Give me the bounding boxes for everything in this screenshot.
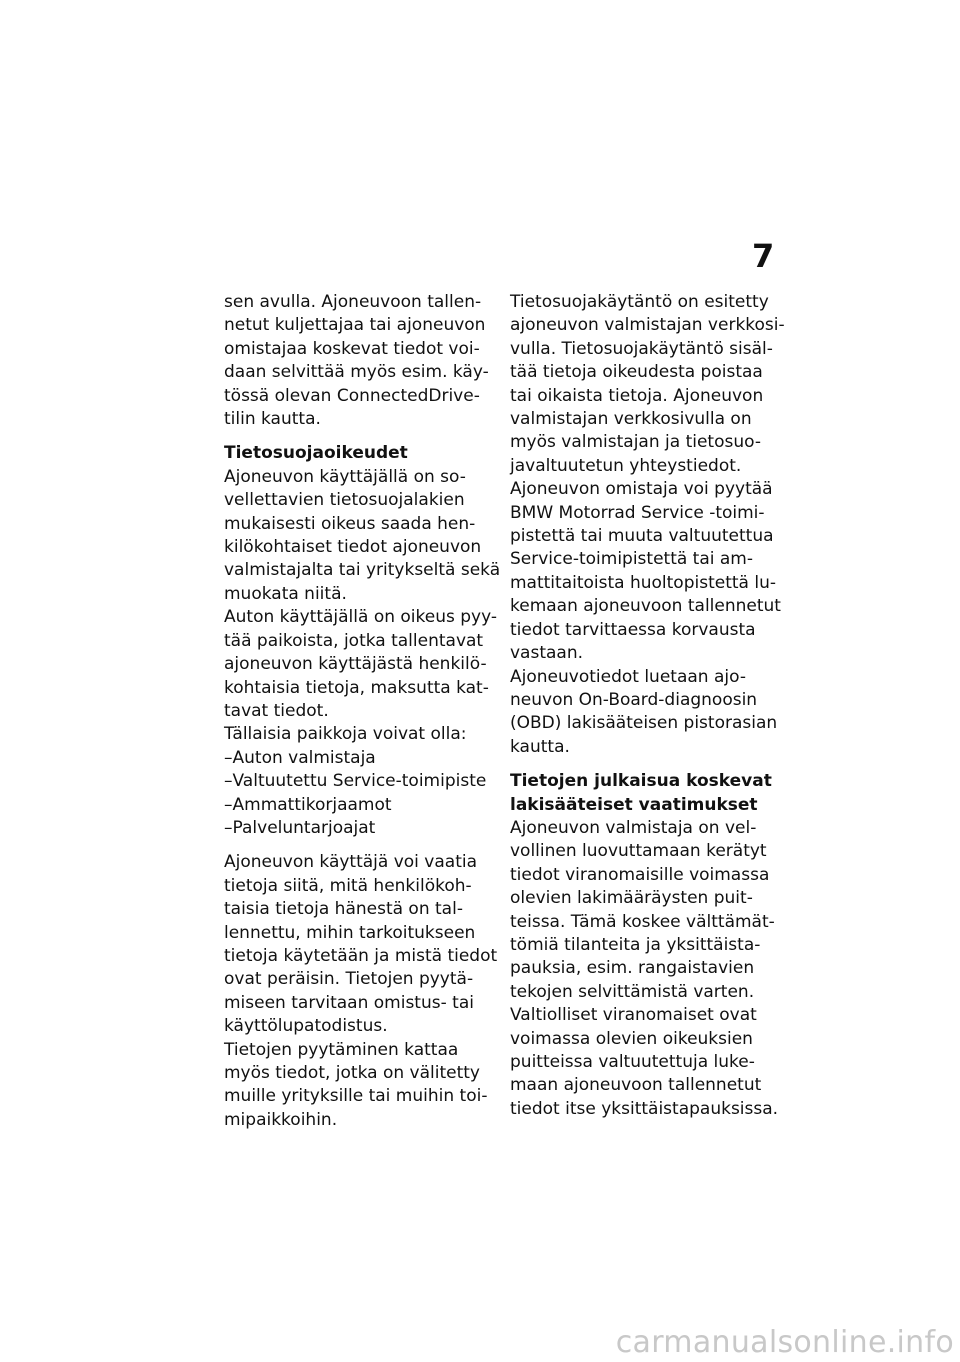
text-line: Tietojen julkaisua koskevat (510, 771, 772, 792)
text-line: valmistajalta tai yritykseltä sekä (224, 560, 501, 581)
text-line: muokata niitä. (224, 583, 347, 604)
text-line: tää tietoja oikeudesta poistaa (510, 362, 763, 383)
text-line: neuvon On-Board-diagnoosin (510, 689, 758, 710)
text-line: olevien lakimääräysten puit- (510, 888, 753, 909)
text-line: taisia tietoja hänestä on tal- (224, 899, 463, 920)
section-heading (224, 442, 492, 465)
text-line: tilin kautta. (224, 409, 321, 430)
text-line: tää paikoista, jotka tallentavat (224, 630, 484, 651)
left-text-column (224, 291, 501, 1132)
text-line: ajoneuvon käyttäjästä henkilö- (224, 654, 487, 675)
text-line: voimassa olevien oikeuksien (510, 1028, 753, 1049)
text-line: miseen tarvitaan omistus- tai (224, 992, 474, 1013)
text-line: tietoja siitä, mitä henkilökoh- (224, 875, 472, 896)
text-line: BMW Motorrad Service -toimi- (510, 502, 765, 523)
right-text-column (510, 291, 785, 1121)
text-line: kilökohtaiset tiedot ajoneuvon (224, 537, 482, 558)
text-line: Tietosuojakäytäntö on esitetty (510, 292, 769, 312)
text-paragraph (224, 291, 492, 431)
section-heading (510, 770, 778, 817)
text-line: pauksia, esim. rangaistavien (510, 958, 755, 979)
text-line: kemaan ajoneuvoon tallennetut (510, 596, 781, 617)
text-paragraph (224, 606, 498, 723)
text-line: mattitaitoista huoltopistettä lu- (510, 572, 776, 593)
text-line: sen avulla. Ajoneuvoon tallen- (224, 292, 482, 312)
text-line: kautta. (510, 736, 570, 757)
text-paragraph (510, 291, 785, 478)
text-line: Valtiolliset viranomaiset ovat (510, 1005, 757, 1026)
text-paragraph (224, 466, 501, 606)
text-line: käyttölupatodistus. (224, 1016, 388, 1037)
text-line: ovat peräisin. Tietojen pyytä- (224, 969, 474, 990)
text-line: valmistajan verkkosivulla on (510, 409, 752, 430)
text-paragraph (510, 1004, 778, 1121)
text-line: Ajoneuvon käyttäjä voi vaatia (224, 852, 478, 873)
text-line: Tietosuojaoikeudet (224, 443, 408, 464)
text-line: Ajoneuvon omistaja voi pyytää (510, 479, 773, 500)
text-line: tiedot viranomaisille voimassa (510, 864, 770, 885)
text-line: tömiä tilanteita ja yksittäista- (510, 934, 761, 955)
page-number: 7 (752, 237, 775, 275)
text-line: mipaikkoihin. (224, 1109, 338, 1130)
text-line: vellettavien tietosuojalakien (224, 490, 465, 511)
text-line: tiedot tarvittaessa korvausta (510, 619, 756, 640)
text-line: vollinen luovuttamaan kerätyt (510, 841, 767, 862)
text-line: Auton käyttäjällä on oikeus pyy- (224, 607, 498, 628)
text-line: tietoja käytetään ja mistä tiedot (224, 945, 498, 966)
text-line: –Auton valmistaja (224, 747, 376, 768)
text-paragraph (510, 817, 778, 1004)
text-line: (OBD) lakisääteisen pistorasian (510, 713, 778, 734)
text-line: Ajoneuvon käyttäjällä on so- (224, 466, 466, 487)
text-line: Service-toimipistettä tai am- (510, 549, 754, 570)
text-line: pistettä tai muuta valtuutettua (510, 526, 774, 547)
text-line: tiedot itse yksittäistapauksissa. (510, 1098, 779, 1119)
text-line: muille yrityksille tai muihin toi- (224, 1086, 488, 1107)
text-line: tavat tiedot. (224, 700, 329, 721)
text-line: –Valtuutettu Service-toimipiste (224, 771, 487, 792)
text-line: myös tiedot, jotka on välitetty (224, 1063, 480, 1083)
text-line: maan ajoneuvoon tallennetut (510, 1075, 762, 1096)
text-line: myös valmistajan ja tietosuo- (510, 432, 761, 453)
text-line: tössä olevan ConnectedDrive- (224, 385, 480, 406)
text-line: Tietojen pyytäminen kattaa (224, 1039, 459, 1060)
text-line: vulla. Tietosuojakäytäntö sisäl- (510, 338, 773, 359)
text-line: vastaan. (510, 643, 584, 664)
text-line: –Ammattikorjaamot (224, 794, 392, 815)
text-paragraph (224, 747, 492, 841)
text-line: Tällaisia paikkoja voivat olla: (224, 724, 467, 745)
text-line: daan selvittää myös esim. käy- (224, 362, 489, 383)
text-line: puitteissa valtuutettuja luke- (510, 1052, 755, 1072)
text-line: ajoneuvon valmistajan verkkosi- (510, 315, 785, 336)
text-line: lennettu, mihin tarkoitukseen (224, 922, 476, 943)
text-line: kohtaisia tietoja, maksutta kat- (224, 677, 489, 698)
text-line: Ajoneuvotiedot luetaan ajo- (510, 666, 746, 687)
text-line: tai oikaista tietoja. Ajoneuvon (510, 385, 764, 406)
watermark-text: carmanualsonline.info (615, 1325, 954, 1360)
text-line: Ajoneuvon valmistaja on vel- (510, 817, 757, 838)
text-paragraph (224, 723, 492, 746)
text-line: mukaisesti oikeus saada hen- (224, 513, 476, 534)
text-line: lakisääteiset vaatimukset (510, 794, 758, 815)
text-line: teissa. Tämä koskee välttämät- (510, 911, 775, 932)
text-line: omistajaa koskevat tiedot voi- (224, 338, 480, 359)
text-paragraph (224, 851, 498, 1038)
text-line: javaltuutetun yhteystiedot. (510, 455, 742, 476)
text-line: netut kuljettajaa tai ajoneuvon (224, 315, 486, 336)
text-line: tekojen selvittämistä varten. (510, 981, 755, 1002)
text-paragraph (224, 1039, 492, 1133)
text-paragraph (510, 478, 781, 665)
text-paragraph (510, 666, 778, 760)
text-line: –Palveluntarjoajat (224, 817, 376, 838)
